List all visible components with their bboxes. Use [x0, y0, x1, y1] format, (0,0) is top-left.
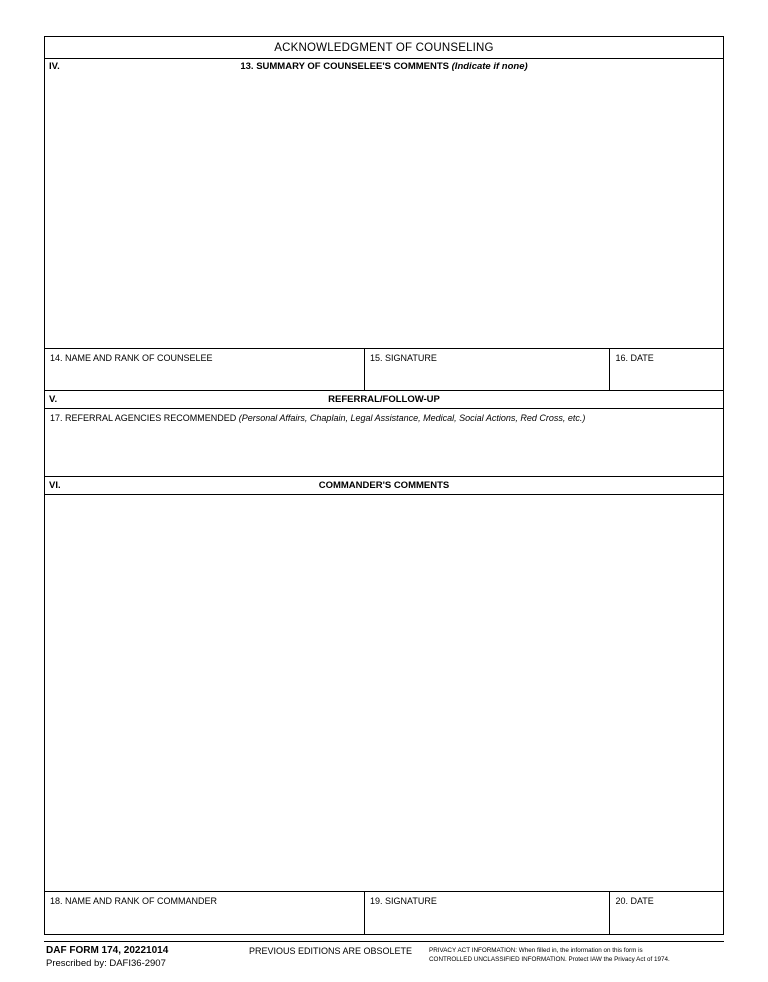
block-17-number: 17. REFERRAL AGENCIES RECOMMENDED: [50, 413, 237, 423]
section-v-block-17[interactable]: [45, 409, 723, 477]
form-identifier: DAF FORM 174, 20221014: [46, 945, 169, 956]
block-20-date-commander[interactable]: [610, 892, 723, 934]
block-17-hint: (Personal Affairs, Chaplain, Legal Assistance, Medical, Social Actions, Red Cross, etc.): [238, 413, 586, 423]
section-iv-header: [45, 59, 723, 75]
block-19-label: 19. SIGNATURE: [370, 896, 437, 906]
privacy-act-line-2: CONTROLLED UNCLASSIFIED INFORMATION. Protect IAW the Privacy Act of 1974.: [429, 956, 670, 964]
section-v-header: [45, 391, 723, 409]
commander-signature-row: [45, 892, 723, 934]
commanders-comments-area[interactable]: [45, 495, 723, 892]
block-13-number: 13. SUMMARY OF COUNSELEE'S COMMENTS: [240, 61, 449, 72]
commanders-comments-content[interactable]: [51, 500, 718, 887]
block-13-content[interactable]: [50, 79, 718, 344]
previous-editions-notice: PREVIOUS EDITIONS ARE OBSOLETE: [249, 946, 413, 956]
block-13-hint: (Indicate if none): [451, 61, 528, 72]
section-iv-block-13[interactable]: [45, 59, 723, 349]
daf-form-174-page2: [44, 36, 724, 935]
footer-divider: [44, 941, 724, 942]
block-16-label: 16. DATE: [615, 353, 654, 363]
block-15-label: 15. SIGNATURE: [370, 353, 437, 363]
block-17-content[interactable]: [51, 431, 718, 472]
counselee-signature-row: [45, 349, 723, 391]
block-14-label: 14. NAME AND RANK OF COUNSELEE: [50, 353, 213, 363]
block-18-name-rank-commander[interactable]: [45, 892, 365, 934]
block-19-signature-commander[interactable]: [365, 892, 610, 934]
section-v-roman: V.: [49, 394, 58, 405]
prescribed-by: Prescribed by: DAFI36-2907: [46, 958, 166, 969]
block-17-label: [50, 413, 585, 423]
form-footer: [44, 941, 724, 975]
section-vi-header: [45, 477, 723, 495]
section-v-heading: REFERRAL/FOLLOW-UP: [328, 394, 440, 405]
privacy-act-line-1: PRIVACY ACT INFORMATION: When filled in, the information on this form is: [429, 947, 643, 954]
acknowledgment-title-bar: [45, 37, 723, 59]
section-vi-heading: COMMANDER'S COMMENTS: [318, 480, 450, 491]
block-20-label: 20. DATE: [615, 896, 654, 906]
acknowledgment-title-text: ACKNOWLEDGMENT OF COUNSELING: [274, 41, 494, 54]
block-15-signature-counselee[interactable]: [365, 349, 610, 390]
section-vi-roman: VI.: [49, 480, 61, 491]
block-13-label: [45, 61, 723, 72]
block-16-date-counselee[interactable]: [610, 349, 723, 390]
section-iv-roman: IV.: [49, 61, 60, 72]
privacy-act-notice: [429, 946, 724, 964]
block-14-name-rank-counselee[interactable]: [45, 349, 365, 390]
block-18-label: 18. NAME AND RANK OF COMMANDER: [50, 896, 218, 906]
